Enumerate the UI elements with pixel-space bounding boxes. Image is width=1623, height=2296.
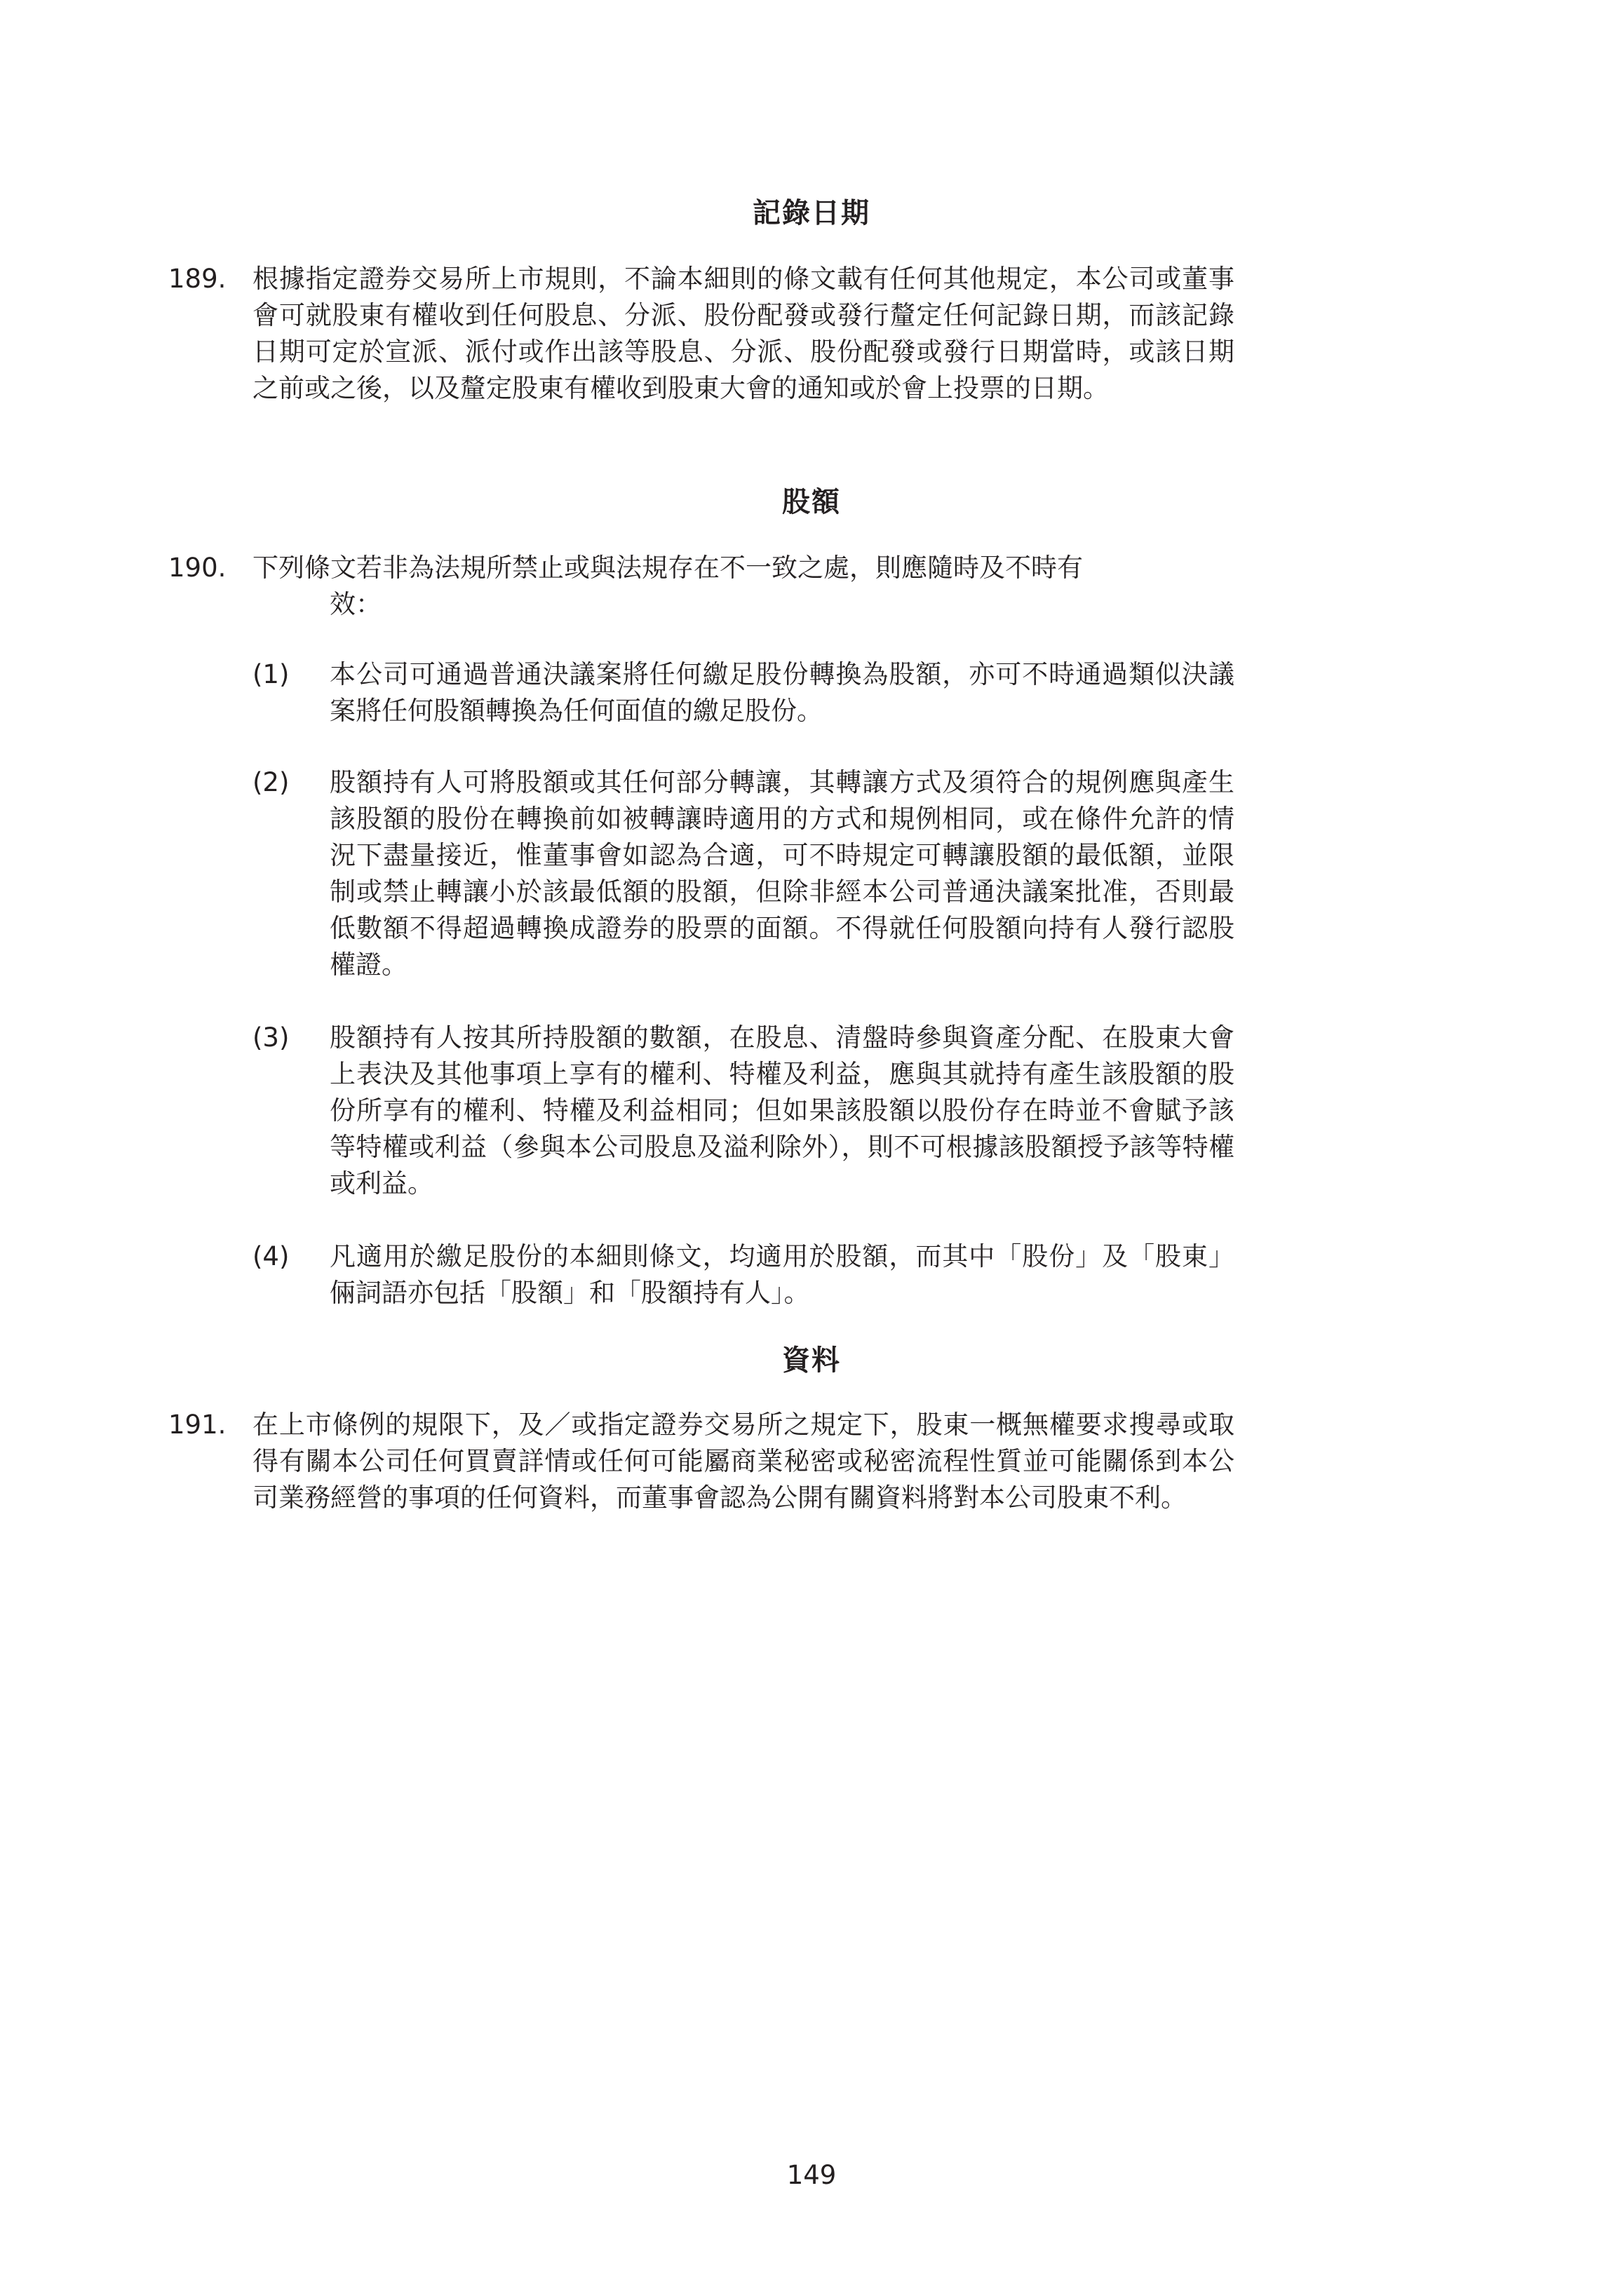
- clause-number: 189.: [168, 264, 227, 294]
- subclause-text: 凡適用於繳足股份的本細則條文，均適用於股額，而其中「股份」及「股東」倆詞語亦包括「股額」和「股額持有人」。: [330, 1241, 1234, 1308]
- clause-text: 根據指定證券交易所上市規則，不論本細則的條文載有任何其他規定，本公司或董事會可就股東有權收到任何股息、分派、股份配發或發行釐定任何記錄日期，而該記錄日期可定於宣派、派付或作出該等股息、分派、股份配發或發行日期當時，或該日期之前或之後，以及釐定股東有權收到股東大會的通知或於會上投票的日期。: [252, 264, 1234, 403]
- subclause-text: 股額持有人可將股額或其任何部分轉讓，其轉讓方式及須符合的規例應與產生該股額的股份在轉換前如被轉讓時適用的方式和規例相同，或在條件允許的情況下盡量接近，惟董事會如認為合適，可不時規定可轉讓股額的最低額，並限制或禁止轉讓小於該最低額的股額，但除非經本公司普通決議案批准，否則最低數額不得超過轉換成證券的股票的面額。不得就任何股額向持有人發行認股權證。: [330, 767, 1234, 980]
- page-number: 149: [786, 2160, 837, 2190]
- section-heading-record-date: 記錄日期: [753, 197, 870, 229]
- subclause-number: (3): [252, 1022, 290, 1053]
- clause-text-line-2: 效：: [330, 589, 382, 619]
- subclause-text: 本公司可通過普通決議案將任何繳足股份轉換為股額，亦可不時通過類似決議案將任何股額轉換為任何面值的繳足股份。: [330, 659, 1234, 726]
- subclause-number: (2): [252, 767, 290, 797]
- clause-text: 在上市條例的規限下，及／或指定證券交易所之規定下，股東一概無權要求搜尋或取得有關本公司任何買賣詳情或任何可能屬商業秘密或秘密流程性質並可能關係到本公司業務經營的事項的任何資料，而董事會認為公開有關資料將對本公司股東不利。: [252, 1410, 1234, 1513]
- subclause-number: (4): [252, 1241, 290, 1271]
- section-heading-information: 資料: [782, 1344, 841, 1377]
- clause-191: [168, 1407, 1234, 1561]
- subclause-number: (1): [252, 659, 290, 689]
- section-heading-stock: 股額: [782, 486, 841, 518]
- clause-number: 191.: [168, 1410, 227, 1440]
- subclause-2: [252, 764, 1234, 989]
- clause-text-line-1: 下列條文若非為法規所禁止或與法規存在不一致之處，則應隨時及不時有: [252, 553, 1083, 583]
- subclause-text: 股額持有人按其所持股額的數額，在股息、清盤時參與資產分配、在股東大會上表決及其他事項上享有的權利、特權及利益，應與其就持有產生該股額的股份所享有的權利、特權及利益相同；但如果該股額以股份存在時並不會賦予該等特權或利益（參與本公司股息及溢利除外），則不可根據該股額授予該等特權或利益。: [330, 1022, 1234, 1198]
- clause-190: [168, 550, 1234, 586]
- clause-189: [168, 261, 1234, 450]
- subclause-3: [252, 1020, 1234, 1209]
- subclause-4: [252, 1238, 1234, 1316]
- clause-number: 190.: [168, 553, 227, 583]
- subclause-1: [252, 656, 1234, 734]
